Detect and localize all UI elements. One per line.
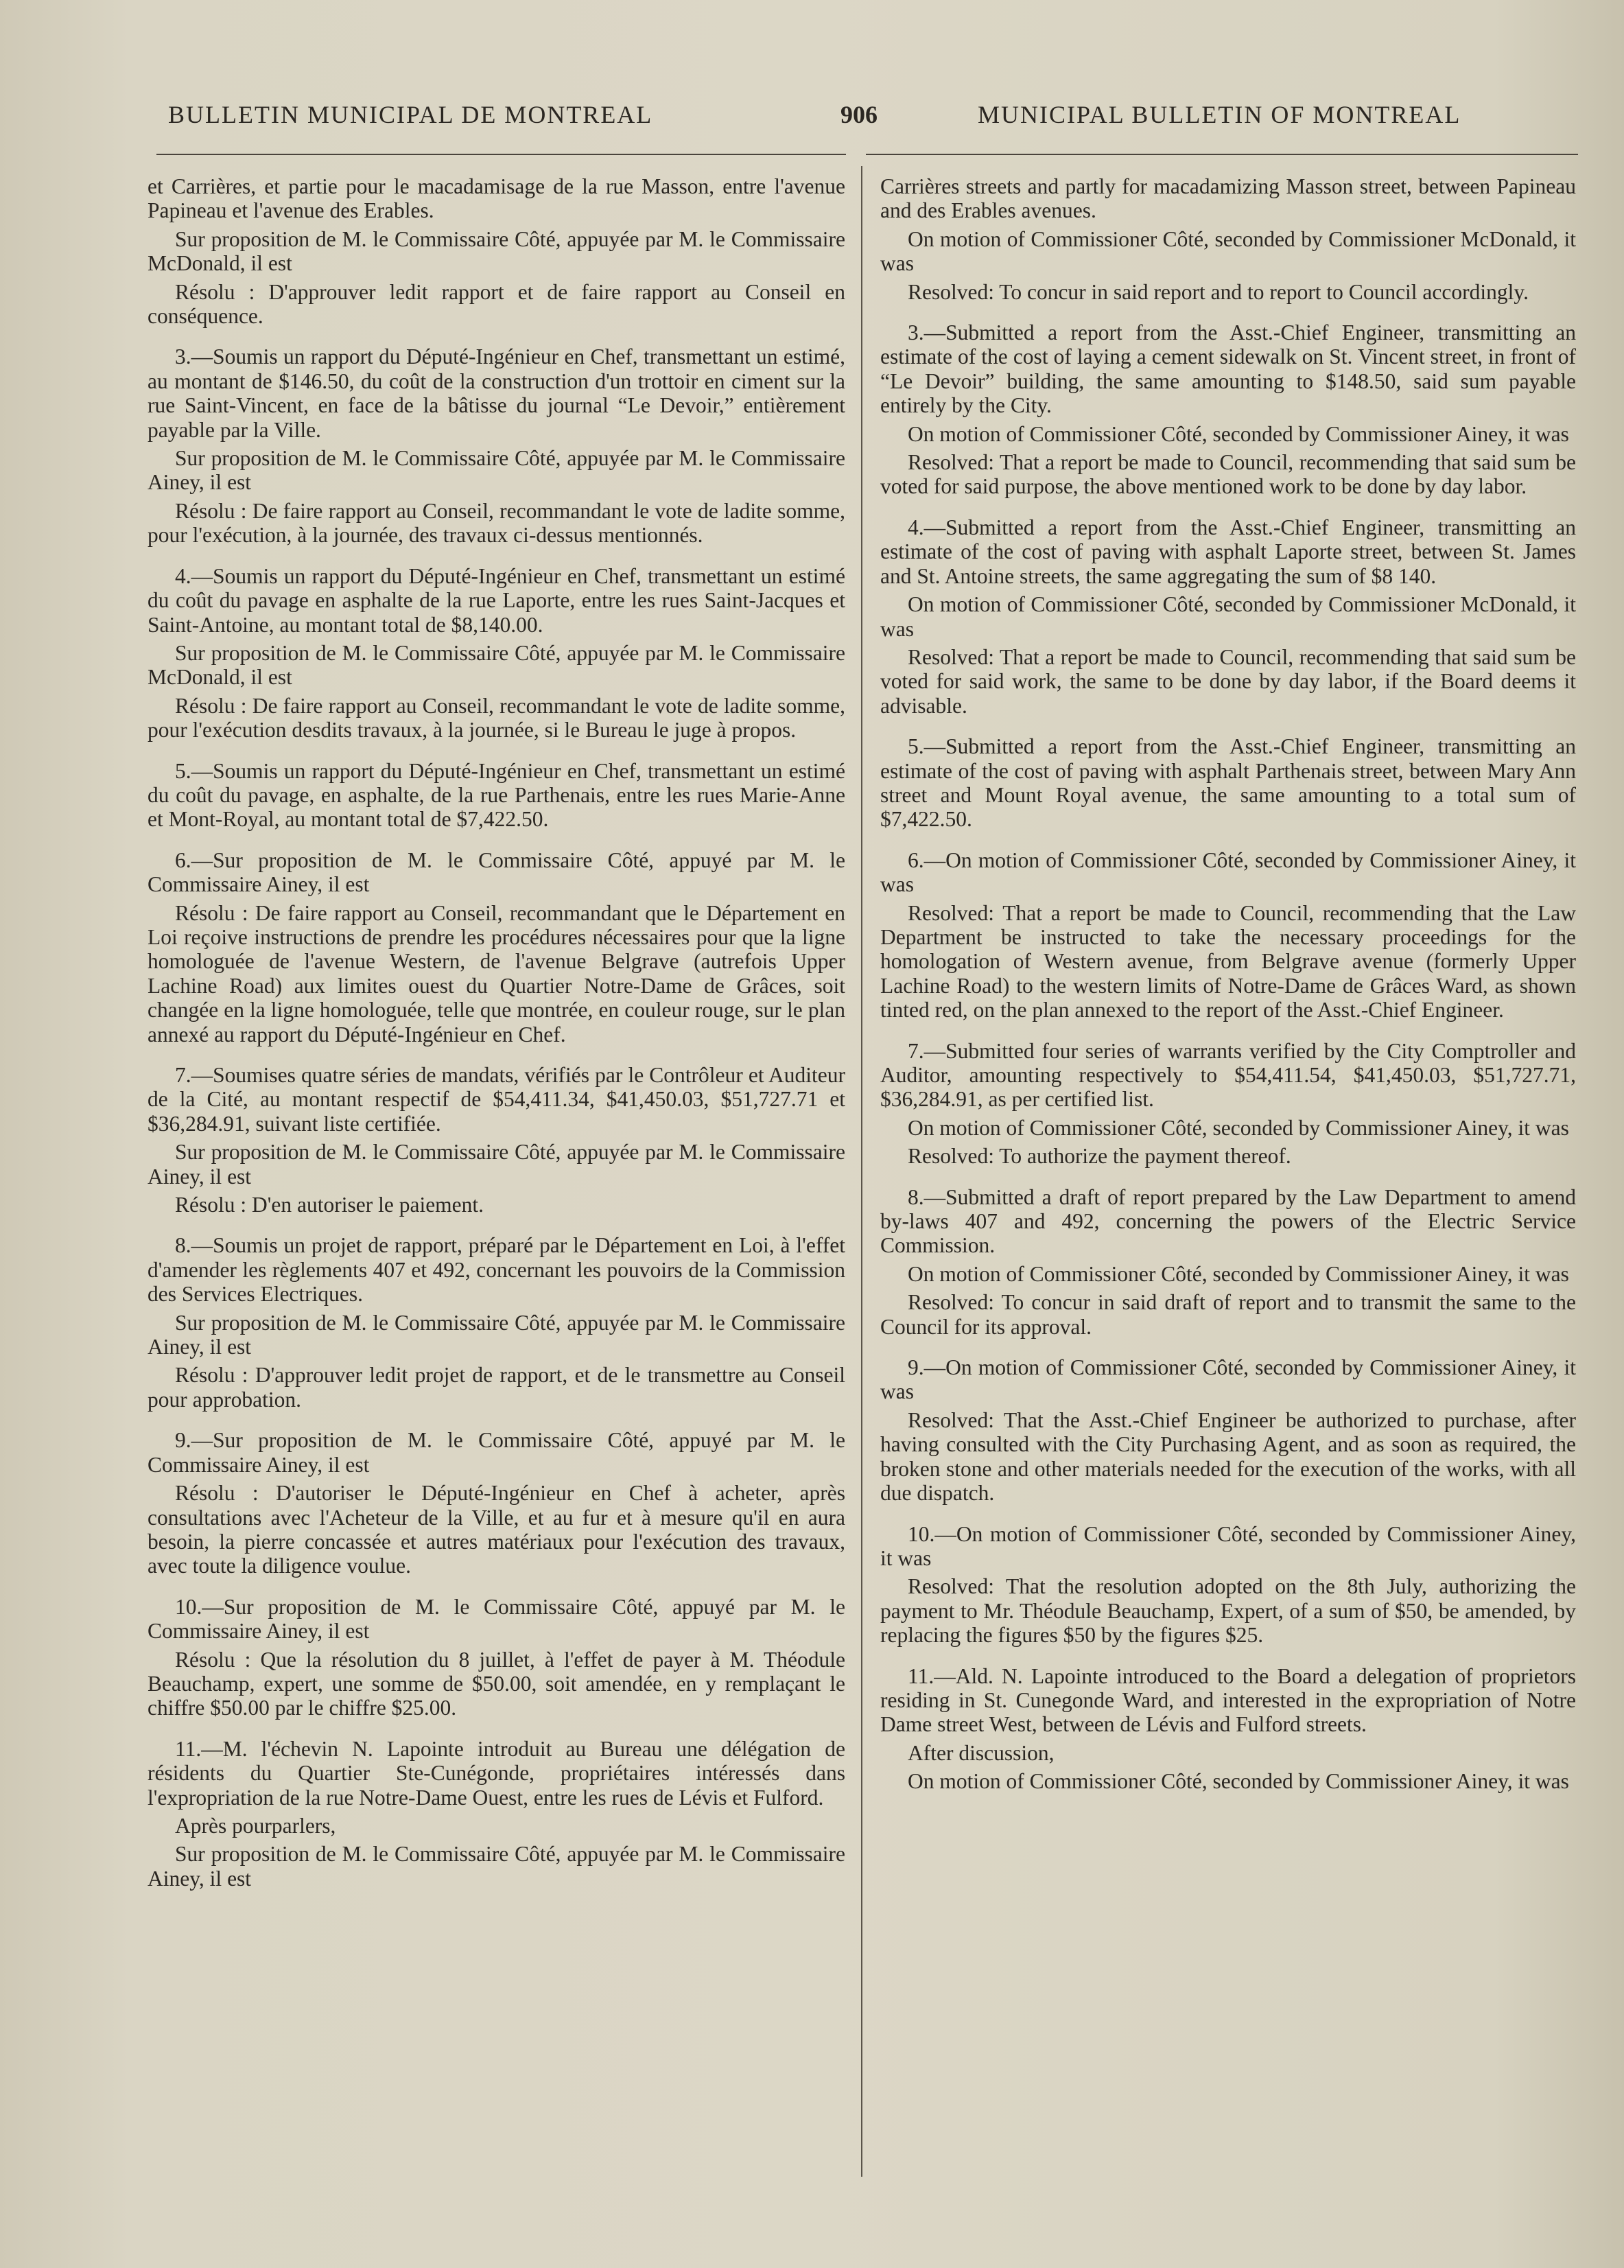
french-paragraph: Sur proposition de M. le Commissaire Côté, appuyée par M. le Commissaire Ainey, il est — [148, 1842, 845, 1891]
english-paragraph: On motion of Commissioner Côté, seconded by Commissioner McDonald, it was — [880, 226, 1576, 276]
english-paragraph: On motion of Commissioner Côté, seconded by Commissioner Ainey, it was — [908, 1261, 1569, 1286]
english-paragraph: On motion of Commissioner Côté, seconded by Commissioner Ainey, it was — [908, 1115, 1569, 1140]
english-paragraph: Carrières streets and partly for macadamizing Masson street, between Papineau and des Erables avenues. — [880, 174, 1576, 223]
english-paragraph: After discussion, — [908, 1740, 1055, 1765]
french-paragraph: 5.—Soumis un rapport du Député-Ingénieur en Chef, transmettant un estimé du coût du pavage, en asphalte, de la rue Parthenais, entre les rues Marie-Anne et Mont-Royal, au montant total de $7,422.50. — [148, 758, 845, 832]
english-paragraph: Resolved: That the Asst.-Chief Engineer be authorized to purchase, after having consulted with the City Purchasing Agent, and as soon as required, the broken stone and other materials needed for the execution of the works, with all due dispatch. — [880, 1407, 1576, 1506]
french-paragraph: Sur proposition de M. le Commissaire Côté, appuyée par M. le Commissaire Ainey, il est — [148, 1140, 845, 1189]
header-rule-right — [866, 154, 1578, 155]
header-english-title: MUNICIPAL BULLETIN OF MONTREAL — [978, 101, 1461, 128]
french-paragraph: 8.—Soumis un projet de rapport, préparé par le Département en Loi, à l'effet d'amender les règlements 407 et 492, concernant les pouvoirs de la Commission des Services Electriques. — [148, 1233, 845, 1307]
english-paragraph: 11.—Ald. N. Lapointe introduced to the Board a delegation of proprietors residing in St. Cunegonde Ward, and interested in the expropriation of Notre Dame street West, between de Lévis and Fulford streets. — [880, 1663, 1576, 1737]
french-column — [148, 174, 845, 1895]
english-paragraph: 5.—Submitted a report from the Asst.-Chief Engineer, transmitting an estimate of the cost of paving with asphalt Parthenais street, between Mary Ann street and Mount Royal avenue, the same amounting to a total sum of $7,422.50. — [880, 734, 1576, 832]
english-paragraph: On motion of Commissioner Côté, seconded by Commissioner Ainey, it was — [908, 1769, 1569, 1794]
english-paragraph: 9.—On motion of Commissioner Côté, seconded by Commissioner Ainey, it was — [880, 1355, 1576, 1404]
french-paragraph: 9.—Sur proposition de M. le Commissaire Côté, appuyé par M. le Commissaire Ainey, il est — [148, 1428, 845, 1477]
french-paragraph: Résolu : De faire rapport au Conseil, recommandant que le Département en Loi reçoive instructions de prendre les procédures nécessaires pour que la ligne homologuée de l'avenue Western, de l'avenue Belgrave (autrefois Upper Lachine Road) aux limites ouest du Quartier Notre-Dame de Grâces, soit changée en la ligne homologuée, telle que montrée, en couleur rouge, sur le plan annexé au rapport du Député-Ingénieur en Chef. — [148, 900, 845, 1047]
english-paragraph: 4.—Submitted a report from the Asst.-Chief Engineer, transmitting an estimate of the cost of paving with asphalt Laporte street, between St. James and St. Antoine streets, the same aggregating the sum of $8 140. — [880, 515, 1576, 588]
french-paragraph: et Carrières, et partie pour le macadamisage de la rue Masson, entre l'avenue Papineau et l'avenue des Erables. — [148, 174, 845, 223]
french-paragraph: 3.—Soumis un rapport du Député-Ingénieur en Chef, transmettant un estimé, au montant de $146.50, du coût de la construction d'un trottoir en ciment sur la rue Saint-Vincent, en face de la bâtisse du journal “Le Devoir,” entièrement payable par la Ville. — [148, 344, 845, 442]
french-paragraph: Résolu : D'approuver ledit rapport et de faire rapport au Conseil en conséquence. — [148, 279, 845, 329]
english-paragraph: On motion of Commissioner Côté, seconded by Commissioner Ainey, it was — [908, 421, 1569, 446]
english-paragraph: 7.—Submitted four series of warrants verified by the City Comptroller and Auditor, amounting respectively to $54,411.54, $41,450.03, $51,727.71, $36,284.91, as per certified list. — [880, 1038, 1576, 1112]
english-paragraph: 3.—Submitted a report from the Asst.-Chief Engineer, transmitting an estimate of the cost of laying a cement sidewalk on St. Vincent street, in front of “Le Devoir” building, the same amounting to $148.50, said sum payable entirely by the City. — [880, 320, 1576, 418]
english-paragraph: Resolved: That a report be made to Council, recommending that the Law Department be instructed to take the necessary proceedings for the homologation of Western avenue, from Belgrave avenue (formerly Upper Lachine Road) to the western limits of Notre-Dame de Grâces Ward, as shown tinted red, on the plan annexed to the report of the Asst.-Chief Engineer. — [880, 900, 1576, 1022]
french-paragraph: 7.—Soumises quatre séries de mandats, vérifiés par le Contrôleur et Auditeur de la Cité, au montant respectif de $54,411.34, $41,450.03, $51,727.71 et $36,284.91, suivant liste certifiée. — [148, 1063, 845, 1136]
english-paragraph: Resolved: That a report be made to Council, recommending that said sum be voted for said work, the same to be done by day labor, if the Board deems it advisable. — [880, 644, 1576, 718]
english-paragraph: Resolved: That a report be made to Council, recommending that said sum be voted for said purpose, the above mentioned work to be done by day labor. — [880, 450, 1576, 499]
english-paragraph: 8.—Submitted a draft of report prepared by the Law Department to amend by-laws 407 and 492, concerning the powers of the Electric Service Commission. — [880, 1184, 1576, 1258]
french-paragraph: 6.—Sur proposition de M. le Commissaire Côté, appuyé par M. le Commissaire Ainey, il est — [148, 847, 845, 897]
french-paragraph: 4.—Soumis un rapport du Député-Ingénieur en Chef, transmettant un estimé du coût du pavage en asphalte de la rue Laporte, entre les rues Saint-Jacques et Saint-Antoine, au montant total de $8,140.00. — [148, 563, 845, 637]
english-paragraph: 10.—On motion of Commissioner Côté, seconded by Commissioner Ainey, it was — [880, 1521, 1576, 1570]
column-divider — [861, 166, 862, 2177]
page-number: 906 — [840, 101, 878, 128]
french-paragraph: Résolu : De faire rapport au Conseil, recommandant le vote de ladite somme, pour l'exécution, à la journée, des travaux ci-dessus mentionnés. — [148, 498, 845, 548]
french-paragraph: Résolu : Que la résolution du 8 juillet, à l'effet de payer à M. Théodule Beauchamp, expert, une somme de $50.00, soit amendée, en y remplaçant le chiffre $50.00 par le chiffre $25.00. — [148, 1647, 845, 1720]
french-paragraph: Sur proposition de M. le Commissaire Côté, appuyée par M. le Commissaire McDonald, il est — [148, 226, 845, 276]
header-rule-left — [156, 154, 846, 155]
french-paragraph: Résolu : D'approuver ledit projet de rapport, et de le transmettre au Conseil pour approbation. — [148, 1363, 845, 1412]
english-paragraph: Resolved: To authorize the payment thereof. — [908, 1144, 1291, 1169]
english-paragraph: On motion of Commissioner Côté, seconded by Commissioner McDonald, it was — [880, 592, 1576, 641]
french-paragraph: 10.—Sur proposition de M. le Commissaire Côté, appuyé par M. le Commissaire Ainey, il est — [148, 1594, 845, 1644]
french-paragraph: 11.—M. l'échevin N. Lapointe introduit au Bureau une délégation de résidents du Quartier Ste-Cunégonde, propriétaires intéressés dans l'expropriation de la rue Notre-Dame Ouest, entre les rues de Lévis et Fulford. — [148, 1736, 845, 1810]
french-paragraph: Résolu : De faire rapport au Conseil, recommandant le vote de ladite somme, pour l'exécution desdits travaux, à la journée, si le Bureau le juge à propos. — [148, 693, 845, 743]
english-paragraph: Resolved: That the resolution adopted on the 8th July, authorizing the payment to Mr. Théodule Beauchamp, Expert, of a sum of $50, be amended, by replacing the figures $50 by the figures $25. — [880, 1574, 1576, 1648]
french-paragraph: Sur proposition de M. le Commissaire Côté, appuyée par M. le Commissaire Ainey, il est — [148, 446, 845, 495]
english-paragraph: Resolved: To concur in said draft of report and to transmit the same to the Council for its approval. — [880, 1290, 1576, 1339]
header-french-title: BULLETIN MUNICIPAL DE MONTREAL — [168, 101, 653, 128]
french-paragraph: Résolu : D'autoriser le Député-Ingénieur en Chef à acheter, après consultations avec l'Acheteur de la Ville, et au fur et à mesure qu'il en aura besoin, la pierre concassée et autres matériaux pour l'exécution des travaux, avec toute la diligence voulue. — [148, 1481, 845, 1578]
french-paragraph: Sur proposition de M. le Commissaire Côté, appuyée par M. le Commissaire McDonald, il est — [148, 640, 845, 690]
french-paragraph: Résolu : D'en autoriser le paiement. — [175, 1193, 484, 1217]
french-paragraph: Sur proposition de M. le Commissaire Côté, appuyée par M. le Commissaire Ainey, il est — [148, 1310, 845, 1359]
english-paragraph: Resolved: To concur in said report and to report to Council accordingly. — [908, 279, 1529, 304]
english-paragraph: 6.—On motion of Commissioner Côté, seconded by Commissioner Ainey, it was — [880, 847, 1576, 897]
english-column — [880, 174, 1576, 1798]
french-paragraph: Après pourparlers, — [175, 1813, 336, 1838]
